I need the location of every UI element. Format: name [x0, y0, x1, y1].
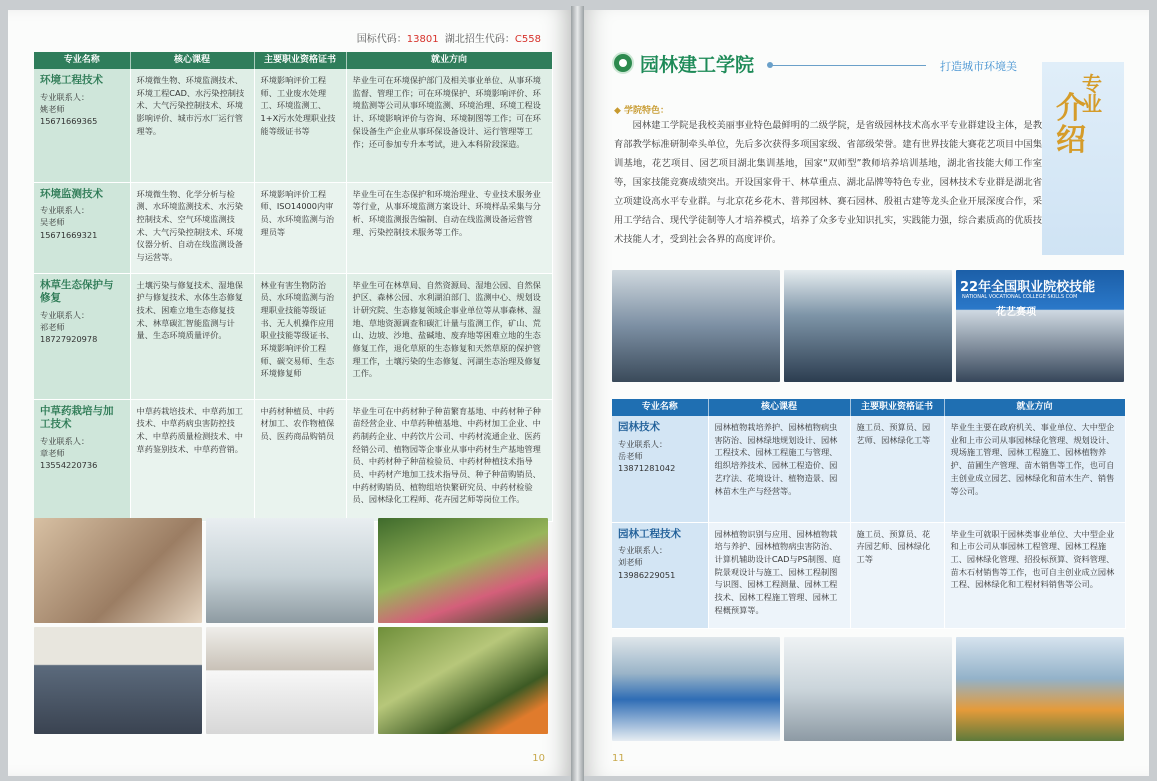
contact-info: 岳老师 13871281042: [618, 450, 676, 474]
header-major-name: 专业名称: [34, 52, 130, 69]
contact-info: 姚老师 15671669365: [40, 103, 98, 127]
certs-cell: 施工员、预算员、园艺师、园林绿化工等: [850, 416, 944, 522]
header-career: 就业方向: [944, 399, 1125, 416]
table-row: [34, 273, 552, 399]
photo-training-room: [784, 637, 952, 741]
header-certificates: 主要职业资格证书: [254, 52, 346, 69]
table-row: [612, 416, 1125, 522]
major-name-cell: [34, 182, 130, 273]
table-row: [34, 399, 552, 521]
courses-cell: 园林植物识别与应用、园林植物栽培与养护、园林植物病虫害防治、计算机辅助设计CAD与PS制图、庭院景观设计与施工、园林工程制图与识图、园林工程测量、园林工程技术、园林工程施工管理、园林工程概预算等。: [708, 522, 850, 628]
contact-info: 刘老师 13986229051: [618, 557, 676, 580]
photo-field-work: [378, 627, 548, 734]
major-name-cell: [612, 416, 708, 522]
career-cell: 毕业生可就职于园林类事业单位、大中型企业和上市公司从事园林工程管理、园林工程施工、园林绿化管理、招投标预算、资料管理、苗木石材销售等工作，也可自主创业成立园林工程、园林绿化和工程材料销售等公司。: [944, 522, 1125, 628]
career-cell: 毕业生可在生态保护和环境治理业、专业技术服务业等行业，从事环境监测方案设计、环境样品采集与分析、环境监测报告编制、自动在线监测设备运营管理、污染控制技术服务等工作。: [346, 182, 552, 273]
photo-competition-team: [956, 270, 1124, 382]
major-name-cell: [34, 69, 130, 182]
intro-badge-char: 绍: [1056, 123, 1086, 158]
header-career: 就业方向: [346, 52, 552, 69]
right-page: [584, 10, 1149, 776]
book-gutter: [571, 6, 584, 781]
department-title: 园林建工学院: [640, 54, 755, 76]
contact-label: 专业联系人：: [40, 435, 90, 446]
career-cell: 毕业生可在林草局、自然资源局、湿地公园、自然保护区、森林公园、水利湖泊部门、监测中心、规划设计研究院、生态修复领域企事业单位等从事森林、湿地、草地资源调查和碳汇计量与监测工作，矿山、荒山、边坡、沙地、盐碱地、废弃地等困难立地的生态修复工作，退化草原的生态修复和天然草原的保护管理工作，土壤污染的生态修复、河湖生态治理及修复工作。: [346, 273, 552, 399]
certs-cell: 林业有害生物防治员、水环境监测与治理职业技能等级证书、无人机操作应用职业技能等级证书、环境影响评价工程师、碳交易师、生态环境修复师: [254, 273, 346, 399]
certs-cell: 环境影响评价工程师、ISO14000内审员、水环境监测与治理员等: [254, 182, 346, 273]
left-majors-table: [34, 52, 553, 522]
table-header-row: [612, 399, 1125, 416]
college-logo-icon: [612, 52, 634, 74]
major-title: 环境监测技术: [40, 187, 103, 200]
header-core-courses: 核心课程: [708, 399, 850, 416]
major-name-cell: [34, 399, 130, 521]
contact-info: 吴老师 15671669321: [40, 217, 98, 240]
major-title: 园林工程技术: [618, 527, 681, 540]
major-name-cell: [34, 273, 130, 399]
courses-cell: 环境微生物、环境监测技术、环境工程CAD、水污染控制技术、大气污染控制技术、环境影响评价、城市污水厂运行管理等。: [130, 69, 254, 182]
intro-badge-char: 介: [1056, 91, 1086, 126]
contact-label: 专业联系人：: [40, 91, 90, 102]
photo-award-ceremony: [612, 270, 780, 382]
national-code: 13801: [406, 34, 439, 45]
major-title: 园林技术: [618, 421, 660, 433]
photo-students-lab: [34, 518, 202, 623]
national-code-label: 国标代码：: [356, 34, 407, 45]
title-divider: [770, 65, 926, 66]
photo-company-visit: [34, 627, 202, 734]
contact-label: 专业联系人：: [40, 205, 90, 216]
photo-exhibition-hall: [612, 637, 780, 741]
contact-label: 专业联系人：: [618, 545, 668, 556]
table-row: [34, 69, 552, 182]
department-slogan: 打造城市环境美: [940, 60, 1017, 73]
intro-badge-char: 专 业: [1082, 72, 1102, 116]
major-title: 中草药栽培与加工技术: [40, 404, 114, 431]
table-header-row: [34, 52, 552, 69]
page-number: 11: [612, 753, 625, 764]
photo-flower-arrangement: [956, 637, 1124, 741]
hubei-code-label: 湖北招生代码：: [444, 34, 515, 45]
courses-cell: 土壤污染与修复技术、湿地保护与修复技术、水体生态修复技术、困难立地生态修复技术、林草碳汇智能监测与计量、生态环境质量评价。: [130, 273, 254, 399]
table-row: [34, 182, 552, 273]
photo-exhibition-visit: [784, 270, 952, 382]
contact-label: 专业联系人：: [618, 438, 668, 449]
contact-info: 祁老师 18727920978: [40, 322, 98, 345]
career-cell: 毕业生主要在政府机关、事业单位、大中型企业和上市公司从事园林绿化管理、规划设计、现场施工管理、园林工程施工、园林植物养护、苗圃生产管理、苗木销售等工作，也可自主创业成立园艺、园林绿化和苗木生产、销售等公司。: [944, 416, 1125, 522]
hubei-code: C558: [514, 34, 541, 45]
header-certificates: 主要职业资格证书: [850, 399, 944, 416]
career-cell: 毕业生可在环境保护部门及相关事业单位、从事环境监督、管理工作；可在环境保护、环境影响评价、环境监测等公司从事环境监测、环境治理、环境工程设计、环境影响评价与咨询、环境制图等工作；可在环保设备生产企业从事环保设备设计、运行管理等工作；还可参加专升本考试，进入本科阶段深造。: [346, 69, 552, 182]
courses-cell: 中草药栽培技术、中草药加工技术、中草药病虫害防控技术、中草药质量检测技术、中草药鉴别技术、中草药营销。: [130, 399, 254, 521]
enrollment-codes: [357, 30, 541, 45]
features-label: ◆ 学院特色：: [614, 106, 670, 116]
page-number: 10: [532, 753, 545, 764]
features-paragraph: 园林建工学院是我校美丽事业特色最鲜明的二级学院，是省级园林技术高水平专业群建设主体，是教育部教学标准研制牵头单位，先后多次获得多项国家级、省部级荣誉。建有世界技能大赛花艺项目中国集训基地，花艺项目、园艺项目湖北集训基地，国家“双师型”教师培养培训基地，湖北省技能大师工作室等，国家技能竞赛成绩突出。开设国家骨干、林草重点、湖北品牌等特色专业，园林技术专业群是湖北省立项建设高水平专业群。与北京花乡花木、普邦园林、赛石园林、殷祖古建等龙头企业开展深度合作，采用工学结合、现代学徒制等人才培养模式，培养了众多专业知识扎实，实践能力强，综合素质高的优质技术技能人才，受到社会各界的高度评价。: [614, 120, 1042, 246]
certs-cell: 中药材种植员、中药材加工、农作物植保员、医药商品购销员: [254, 399, 346, 521]
photo-caption: 22年全国职业院校技能: [960, 280, 1096, 295]
courses-cell: 园林植物栽培养护、园林植物病虫害防治、园林绿地规划设计、园林工程技术、园林工程施工与管理、组织培养技术、园林工程造价、园艺疗法、花境设计、植物造景、园林苗木生产与经营等。: [708, 416, 850, 522]
photo-greenhouse-class: [206, 518, 374, 623]
photo-caption-sub: 花艺赛项: [996, 307, 1036, 318]
photo-plant-field: [378, 518, 548, 623]
left-page: [8, 10, 571, 776]
courses-cell: 环境微生物、化学分析与检测、水环境监测技术、水污染控制技术、空气环境监测技术、大气污染控制技术、环境仪器分析、自动在线监测设备与运营等。: [130, 182, 254, 273]
certs-cell: 施工员、预算员、花卉园艺师、园林绿化工等: [850, 522, 944, 628]
career-cell: 毕业生可在中药材种子种苗繁育基地、中药材种子种苗经营企业、中草药种植基地、中药材加工企业、中药制药企业、中药饮片公司、中药材流通企业、医药经销公司、植物园等企事业从事中药材生产基地管理员、中药材种子种苗检验员、中药材种植技术指导员、中药材产地加工技术指导员、种子种苗购销员、中药材购销员、植物组培快繁研究员、中药材检验员、园林绿化工程师、花卉园艺师等岗位工作。: [346, 399, 552, 521]
header-major-name: 专业名称: [612, 399, 708, 416]
photo-caption-en: NATIONAL VOCATIONAL COLLEGE SKILLS COM: [962, 294, 1078, 300]
right-majors-table: [612, 399, 1126, 629]
major-title: 环境工程技术: [40, 74, 103, 86]
contact-info: 章老师 13554220736: [40, 448, 98, 471]
major-name-cell: [612, 522, 708, 628]
contact-label: 专业联系人：: [40, 309, 90, 320]
major-title: 林草生态保护与修复: [40, 278, 114, 305]
header-core-courses: 核心课程: [130, 52, 254, 69]
certs-cell: 环境影响评价工程师、工业废水处理工、环境监测工、1+X污水处理职业技能等级证书等: [254, 69, 346, 182]
table-row: [612, 522, 1125, 628]
photo-lab-coats: [206, 627, 374, 734]
